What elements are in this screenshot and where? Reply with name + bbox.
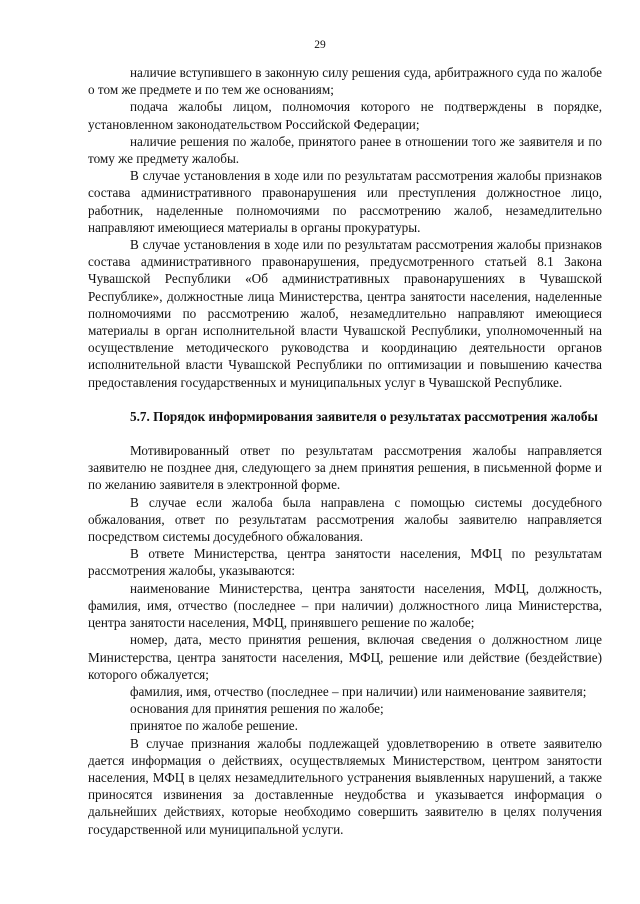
paragraph-response-contents-intro: В ответе Министерства, центра занятости населения, МФЦ по результатам рассмотрения жалобы, указываются: [88, 546, 602, 579]
paragraph-prosecutor-referral: В случае установления в ходе или по результатам рассмотрения жалобы признаков состава административного правонарушения или преступления должностное лицо, работник, наделенные полномочиями по рассмотрению жалоб, незамедлительно направляют имеющиеся материалы в органы прокуратуры. [88, 168, 602, 235]
paragraph-unconfirmed-authority: подача жалобы лицом, полномочия которого не подтверждены в порядке, установленном законодательством Российской Федерации; [88, 99, 602, 132]
paragraph-complaint-satisfied: В случае признания жалобы подлежащей удовлетворению в ответе заявителю дается информация о действиях, осуществляемых Министерством, центром занятости населения, МФЦ в целях незамедлительного устранения выявленных нарушений, а также приносятся извинения за доставленные неудобства и указывается информация о дальнейших действиях, которые необходимо совершить заявителю в целях получения государственной или муниципальной услуги. [88, 735, 602, 837]
paragraph-reasoned-response: Мотивированный ответ по результатам рассмотрения жалобы направляется заявителю не позднее дня, следующего за днем принятия решения, в письменной форме и по желанию заявителя в электронной форме. [88, 443, 602, 493]
list-item: принятое по жалобе решение. [130, 718, 298, 734]
paragraph-prior-decision: наличие решения по жалобе, принятого ранее в отношении того же заявителя и по тому же предмету жалобы. [88, 133, 602, 167]
document-body [88, 64, 602, 838]
paragraph-court-decision: наличие вступившего в законную силу решения суда, арбитражного суда по жалобе о том же предмете и по тем же основаниям; [88, 65, 602, 98]
list-item: основания для принятия решения по жалобе; [130, 701, 384, 717]
paragraph-administrative-offense: В случае установления в ходе или по результатам рассмотрения жалобы признаков состава административного правонарушения, предусмотренного статьей 8.1 Закона Чувашской Республики «Об административных правонарушениях в Чувашской Республике», должностные лица Министерства, центра занятости населения, наделенные полномочиями по рассмотрению жалоб, незамедлительно направляют имеющиеся материалы в орган исполнительной власти Чувашской Республики, уполномоченный на осуществление методического руководства и координацию деятельности органов исполнительной власти Чувашской Республики по оптимизации и повышению качества предоставления государственных и муниципальных услуг в Чувашской Республике. [88, 237, 602, 390]
list-item: наименование Министерства, центра занятости населения, МФЦ, должность, фамилия, имя, отчество (последнее – при наличии) должностного лица Министерства, центра занятости населения, МФЦ, принявшего решение по жалобе; [88, 580, 602, 631]
section-spacer [88, 425, 602, 442]
section-spacer [88, 391, 602, 408]
page-number: 29 [314, 39, 326, 51]
section-heading: 5.7. Порядок информирования заявителя о результатах рассмотрения жалобы [130, 408, 598, 424]
list-item: номер, дата, место принятия решения, включая сведения о должностном лице Министерства, центра занятости населения, МФЦ, решение или действие (бездействие) которого обжалуется; [88, 632, 602, 682]
list-item: фамилия, имя, отчество (последнее – при наличии) или наименование заявителя; [130, 683, 587, 699]
paragraph-pretrial-system: В случае если жалоба была направлена с помощью системы досудебного обжалования, ответ по результатам рассмотрения жалобы заявителю направляется посредством системы досудебного обжалования. [88, 494, 602, 545]
